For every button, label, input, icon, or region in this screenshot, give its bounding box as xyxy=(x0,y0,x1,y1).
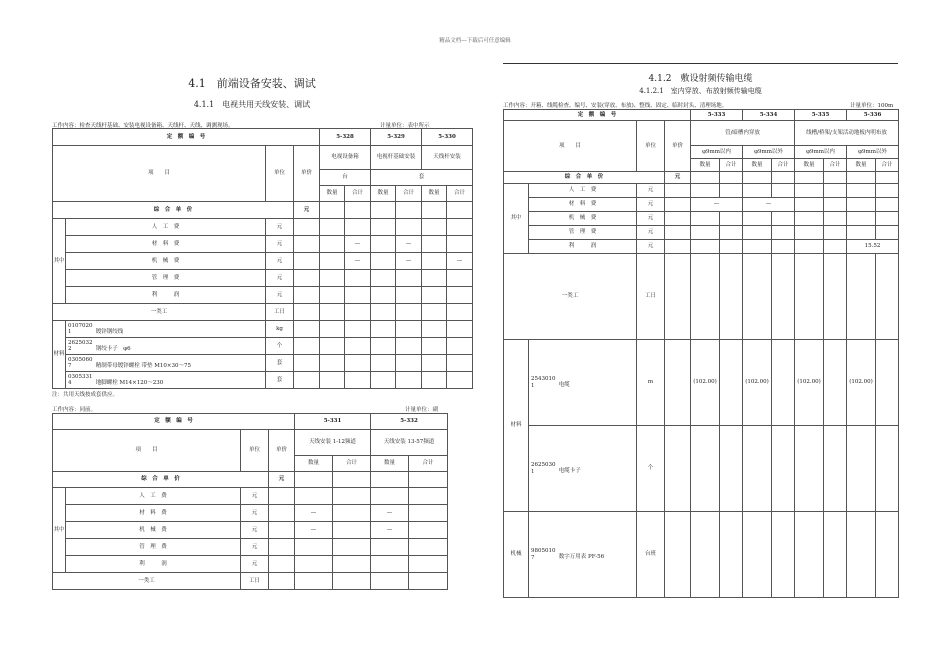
qty-header: 数量 xyxy=(795,159,824,172)
machine-group: 机械 xyxy=(504,512,529,598)
dash-cell: — xyxy=(396,253,422,270)
item-label: 项 目 xyxy=(504,121,637,172)
section-title: 4.1 前端设备安装、调试 xyxy=(188,77,316,90)
labor-class: 一类工 xyxy=(53,573,241,590)
measure-unit: 计量单位：表中所示 xyxy=(380,123,430,129)
qty-header: 数量 xyxy=(320,186,345,202)
material-code: 26250322 xyxy=(68,339,93,352)
item-name: 天线杆安装 xyxy=(422,146,473,170)
spec-cell: φ9mm以外 xyxy=(847,146,899,159)
item-unit: 套 xyxy=(371,170,473,186)
cost-row-label: 管 理 费 xyxy=(66,270,266,287)
cost-row-label: 机 械 费 xyxy=(66,522,241,539)
unit-cell: 元 xyxy=(241,522,269,539)
measure-unit: 计量单位：副 xyxy=(405,407,439,413)
composite-price-label: 综 合 单 价 xyxy=(504,172,665,184)
unit-cell: 元 xyxy=(665,172,691,184)
price-col-header: 单价 xyxy=(269,430,295,472)
unit-cell: 元 xyxy=(266,236,294,253)
quota-code: 5-336 xyxy=(847,110,899,121)
quota-table-4-1-2 xyxy=(503,109,899,598)
material-code: 26250301 xyxy=(531,462,556,475)
qty-header: 数量 xyxy=(422,186,447,202)
unit-cell: 台班 xyxy=(637,512,665,598)
cost-row-label: 机 械 费 xyxy=(529,212,637,226)
qty-value: (102.00) xyxy=(743,340,772,426)
unit-cell: 元 xyxy=(269,472,295,488)
unit-cell: m xyxy=(637,340,665,426)
unit-cell: 元 xyxy=(637,240,665,254)
labor-class: 一类工 xyxy=(53,304,266,321)
qty-header: 数量 xyxy=(371,456,409,472)
quota-code: 5-332 xyxy=(371,414,448,430)
quota-label: 定 额 编 号 xyxy=(53,414,295,430)
dash-cell: — xyxy=(371,505,409,522)
total-header: 合计 xyxy=(772,159,795,172)
qty-value: (102.00) xyxy=(691,340,720,426)
total-header: 合计 xyxy=(409,456,448,472)
dash-cell: — xyxy=(295,505,333,522)
unit-cell: 元 xyxy=(637,212,665,226)
unit-cell: 元 xyxy=(637,184,665,198)
unit-cell: 套 xyxy=(266,372,294,389)
cost-row-label: 利 润 xyxy=(529,240,637,254)
subsection-title: 4.1.2.1 室内穿放、布放射频传输电缆 xyxy=(639,87,762,95)
group-name: 管/暗槽内穿放 xyxy=(691,121,795,146)
cost-row-label: 管 理 费 xyxy=(66,539,241,556)
cost-row-label: 材 料 费 xyxy=(529,198,637,212)
dash-cell: — xyxy=(691,198,743,212)
unit-cell: kg xyxy=(266,321,294,338)
cost-row-label: 人 工 费 xyxy=(529,184,637,198)
dash-cell: — xyxy=(396,236,422,253)
page-header: 精品文档---下载后可任意编辑 xyxy=(439,38,511,44)
materials-group: 材料 xyxy=(53,321,66,389)
material-name: 镀锌钢绞线 xyxy=(95,329,124,335)
material-row xyxy=(66,338,266,355)
unit-cell: 元 xyxy=(241,488,269,505)
qty-value: (102.00) xyxy=(795,340,824,426)
cost-row-label: 材 料 费 xyxy=(66,236,266,253)
unit-cell: 个 xyxy=(637,426,665,512)
unit-cell: 个 xyxy=(266,338,294,355)
item-unit: 台 xyxy=(320,170,371,186)
unit-cell: 元 xyxy=(241,505,269,522)
unit-cell: 工日 xyxy=(241,573,269,590)
unit-col-header: 单位 xyxy=(637,121,665,172)
material-row xyxy=(529,426,637,512)
total-header: 合计 xyxy=(876,159,899,172)
material-code: 03053314 xyxy=(68,373,93,386)
labor-class: 一类工 xyxy=(504,254,637,340)
material-name: 电缆 xyxy=(558,382,570,389)
qty-header: 数量 xyxy=(743,159,772,172)
item-label: 项 目 xyxy=(53,430,241,472)
group-name: 线槽/桥架/支架活动地板内明布放 xyxy=(795,121,899,146)
quota-label: 定 额 编 号 xyxy=(504,110,691,121)
total-header: 合计 xyxy=(447,186,473,202)
material-row xyxy=(529,340,637,426)
spec-cell: φ9mm以外 xyxy=(743,146,795,159)
qty-header: 数量 xyxy=(295,456,333,472)
cost-row-label: 利 润 xyxy=(66,287,266,304)
of-which-label: 其中 xyxy=(504,184,529,254)
materials-group: 材料 xyxy=(504,340,529,512)
composite-price-label: 综 合 单 价 xyxy=(53,472,269,488)
of-which-label: 其中 xyxy=(53,488,66,573)
price-col-header: 单价 xyxy=(294,146,320,202)
cost-row-label: 人 工 费 xyxy=(66,488,241,505)
unit-cell: 元 xyxy=(294,202,320,219)
material-name: 钢绞卡子 φ6 xyxy=(95,346,131,352)
quota-code: 5-328 xyxy=(320,129,371,146)
unit-cell: 元 xyxy=(266,253,294,270)
dash-cell: — xyxy=(743,198,795,212)
cost-row-label: 材 料 费 xyxy=(66,505,241,522)
total-header: 合计 xyxy=(333,456,371,472)
dash-cell: — xyxy=(345,236,371,253)
material-name: 地脚螺栓 M14×120～230 xyxy=(95,380,164,386)
item-name: 电视杆基础安装 xyxy=(371,146,422,170)
quota-code: 5-330 xyxy=(422,129,473,146)
material-row xyxy=(66,372,266,389)
quota-label: 定 额 编 号 xyxy=(53,129,320,146)
section-title: 4.1.2 敷设射频传输电缆 xyxy=(648,74,753,84)
qty-header: 数量 xyxy=(691,159,720,172)
material-row xyxy=(66,321,266,338)
quota-code: 5-335 xyxy=(795,110,847,121)
of-which-label: 其中 xyxy=(53,219,66,304)
material-name: 精制带母镀锌螺栓 带垫 M10×30～75 xyxy=(95,363,191,369)
material-code: 01070201 xyxy=(68,322,93,335)
unit-cell: 元 xyxy=(266,287,294,304)
spec-cell: φ9mm以内 xyxy=(795,146,847,159)
cost-row-label: 人 工 费 xyxy=(66,219,266,236)
item-label: 项 目 xyxy=(53,146,266,202)
spec-cell: φ9mm以内 xyxy=(691,146,743,159)
dash-cell: — xyxy=(447,253,473,270)
item-name: 电视设备箱 xyxy=(320,146,371,170)
total-header: 合计 xyxy=(720,159,743,172)
unit-cell: 套 xyxy=(266,355,294,372)
unit-cell: 元 xyxy=(637,226,665,240)
price-col-header: 单价 xyxy=(665,121,691,172)
unit-cell: 元 xyxy=(266,219,294,236)
measure-unit: 计量单位：100m xyxy=(850,103,894,109)
work-content: 工作内容：同前。 xyxy=(52,407,97,413)
subsection-title: 4.1.1 电视共用天线安装、调试 xyxy=(193,100,311,109)
material-code: 25430101 xyxy=(531,376,556,389)
work-content: 工作内容：开箱、线缆检查、编号、安装(穿放、布放)、整线、固定、临时封头、清理场地。 xyxy=(503,103,728,109)
machine-code: 98050107 xyxy=(531,548,556,561)
item-name: 天线安装 13-57频道 xyxy=(371,430,448,456)
qty-value: (102.00) xyxy=(847,340,876,426)
total-header: 合计 xyxy=(396,186,422,202)
quota-table-antenna xyxy=(52,413,448,590)
quota-code: 5-333 xyxy=(691,110,743,121)
unit-col-header: 单位 xyxy=(241,430,269,472)
material-name: 电缆卡子 xyxy=(558,468,581,475)
table-note: 注：共用天线按成套供应。 xyxy=(52,392,119,398)
total-header: 合计 xyxy=(824,159,847,172)
cost-row-label: 利 润 xyxy=(66,556,241,573)
unit-cell: 工日 xyxy=(266,304,294,321)
machine-name: 数字万用表 PF-56 xyxy=(558,554,605,561)
dash-cell: — xyxy=(371,522,409,539)
total-header: 合计 xyxy=(345,186,371,202)
unit-cell: 元 xyxy=(241,539,269,556)
dash-cell: — xyxy=(295,522,333,539)
profit-value: 15.52 xyxy=(847,240,899,254)
item-name: 天线安装 1-12频道 xyxy=(295,430,371,456)
unit-cell: 元 xyxy=(266,270,294,287)
unit-cell: 元 xyxy=(241,556,269,573)
quota-table-4-1-1 xyxy=(52,128,473,389)
cost-row-label: 管 理 费 xyxy=(529,226,637,240)
work-content: 工作内容：检查天线杆基础、安装电视设备箱、天线杆、天线、调测现场。 xyxy=(52,123,234,129)
dash-cell: — xyxy=(345,253,371,270)
qty-header: 数量 xyxy=(371,186,396,202)
machine-row xyxy=(529,512,637,598)
top-rule xyxy=(503,63,898,64)
material-code: 03050607 xyxy=(68,356,93,369)
unit-cell: 工日 xyxy=(637,254,665,340)
cost-row-label: 机 械 费 xyxy=(66,253,266,270)
composite-price-label: 综 合 单 价 xyxy=(53,202,294,219)
material-row xyxy=(66,355,266,372)
quota-code: 5-334 xyxy=(743,110,795,121)
qty-header: 数量 xyxy=(847,159,876,172)
quota-code: 5-331 xyxy=(295,414,371,430)
unit-cell: 元 xyxy=(637,198,665,212)
quota-code: 5-329 xyxy=(371,129,422,146)
unit-col-header: 单位 xyxy=(266,146,294,202)
